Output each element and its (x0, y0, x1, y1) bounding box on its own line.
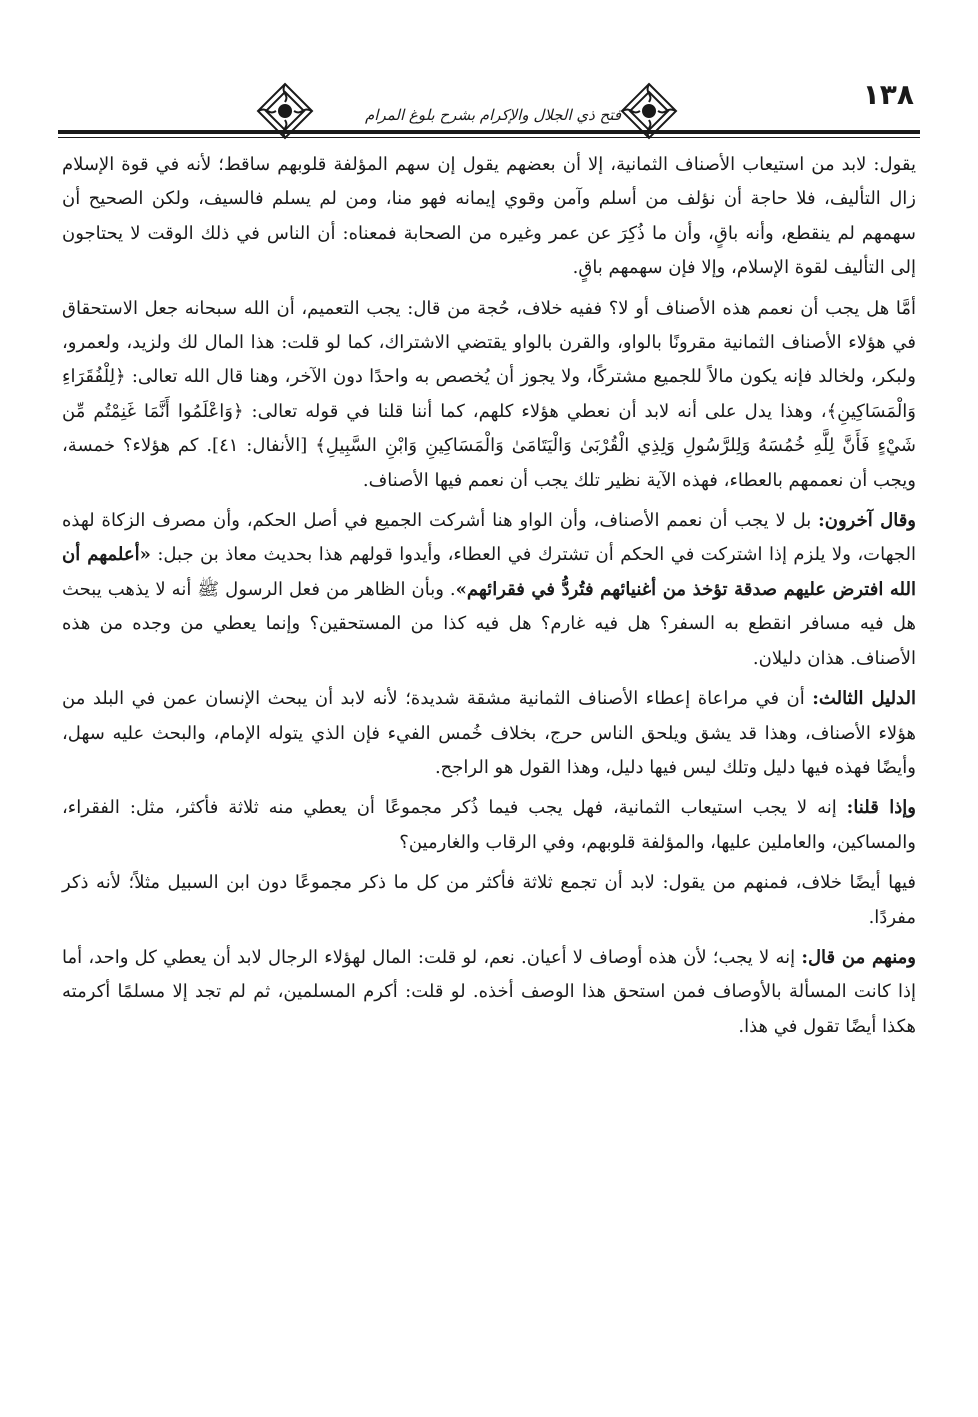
paragraph-5-text: إنه لا يجب استيعاب الثمانية، فهل يجب فيما ذُكر مجموعًا أن يعطي منه ثلاثة فأكثر، مثل: الفقراء، والمساكين، والعاملين عليها، والمؤلفة قلوبهم، وفي الرقاب والغارمين؟ (62, 797, 916, 853)
paragraph-2 (62, 292, 916, 498)
paragraph-7-text: إنه لا يجب؛ لأن هذه أوصاف لا أعيان. نعم، لو قلت: المال لهؤلاء الرجال لابد أن يعطي كل واحد، أما إذا كانت المسألة بالأوصاف فمن استحق هذا الوصف أخذه. لو قلت: أكرم المسلمين، ثم لم تجد إلا مسلمًا أكرمته هكذا أيضًا تقول في هذا. (62, 946, 916, 1037)
paragraph-7 (62, 941, 916, 1044)
running-title: فتح ذي الجلال والإكرام بشرح بلوغ المرام (364, 106, 621, 124)
paragraph-1 (62, 148, 916, 286)
page-header (58, 70, 920, 140)
paragraph-6 (62, 866, 916, 935)
paragraph-3-text-b: . وبأن الظاهر من فعل الرسول ﷺ أنه لا يذهب يبحث هل فيه مسافر انقطع به السفر؟ هل فيه غارم؟ هل فيه كذا من المستحقين؟ وإنما يعطي من وجده من هذه الأصناف. هذان دليلان. (62, 578, 916, 669)
paragraph-6-text: فيها أيضًا خلاف، فمنهم من يقول: لابد أن تجمع ثلاثة فأكثر من كل ما ذكر مجموعًا دون ابن السبيل مثلاً؛ لأنه ذكر مفردًا. (62, 872, 916, 928)
paragraph-3 (62, 504, 916, 676)
header-rule-thick (58, 130, 920, 134)
paragraph-3-text-a: بل لا يجب أن نعمم الأصناف، وأن الواو هنا أشركت الجميع في أصل الحكم، وأن مصرف الزكاة لهذه الجهات، ولا يلزم إذا اشتركت في الحكم أن تشترك في العطاء، وأيدوا قولهم هذا بحديث معاذ بن جبل: (62, 510, 916, 566)
hadith-quote: «أعلمهم أن الله افترض عليهم صدقة تؤخذ من أغنيائهم فتُردُّ في فقرائهم» (62, 544, 916, 600)
paragraph-4-text: أن في مراعاة إعطاء الأصناف الثمانية مشقة شديدة؛ لأنه لابد أن يبحث الإنسان عمن في البلد من هؤلاء الأصناف، وهذا قد يشق ويلحق الناس حرج، بخلاف خُمس الفيء فإن الذي يتوله الإمام، والبحث عليه سهل، وأيضًا فهذه فيها دليل وتلك ليس فيها دليل، وهذا القول هو الراجح. (62, 688, 916, 778)
paragraph-3-lead: وقال آخرون: (818, 510, 916, 532)
paragraph-4 (62, 682, 916, 785)
page-number: ١٣٨ (862, 78, 914, 111)
paragraph-5 (62, 791, 916, 860)
quran-verse-2: ﴿وَاعْلَمُوا أَنَّمَا غَنِمْتُم مِّن شَيْءٍ فَأَنَّ لِلَّهِ خُمُسَهُ وَلِلرَّسُولِ وَلِذِي الْقُرْبَىٰ وَالْيَتَامَىٰ وَالْمَسَاكِينِ وَابْنِ السَّبِيلِ﴾ (62, 400, 916, 457)
verse-reference: [الأنفال: ٤١] (212, 435, 308, 457)
paragraph-5-lead: وإذا قلنا: (846, 797, 916, 819)
paragraph-1-text: يقول: لابد من استيعاب الأصناف الثمانية، إلا أن بعضهم يقول إن سهم المؤلفة قلوبهم ساقط؛ لأنه في قوة الإسلام زال التأليف، فلا حاجة أن نؤلف من أسلم وآمن وقوي إيمانه فهو منا، ومن لم يسلم فالسيف، ولكن الصحيح أن سهمهم لم ينقطع، وأنه باقٍ، وأن ما ذُكِرَ عن عمر وغيره من الصحابة فمعناه: أن الناس في ذلك الوقت لا يحتاجون إلى التأليف لقوة الإسلام، وإلا فإن سهمهم باقٍ. (62, 154, 916, 279)
paragraph-2-text-b: ، وهذا يدل على أنه لابد أن نعطي هؤلاء كلهم، كما أننا قلنا في قوله تعالى: (251, 400, 827, 422)
header-rule-thin (58, 137, 920, 138)
page-body (62, 148, 916, 1050)
paragraph-7-lead: ومنهم من قال: (801, 946, 916, 968)
quran-verse-1: ﴿لِلْفُقَرَاءِ وَالْمَسَاكِينِ﴾ (62, 366, 916, 422)
paragraph-2-text-c: . كم هؤلاء؟ خمسة، ويجب أن نعممهم بالعطاء، فهذه الآية نظير تلك يجب أن نعمم فيها الأصناف. (62, 435, 916, 491)
paragraph-4-lead: الدليل الثالث: (812, 688, 916, 710)
paragraph-2-text-a: أمَّا هل يجب أن نعمم هذه الأصناف أو لا؟ ففيه خلاف، حُجة من قال: يجب التعميم، أن الله سبحانه جعل الاستحقاق في هؤلاء الأصناف الثمانية مقرونًا بالواو، والقرن بالواو يقتضي الاشتراك، كما لو قلت: هذا المال لك ولزيد، ولعمرو، ولبكر، ولخالد فإنه يكون مالاً للجميع مشتركًا، ولا يجوز أن يُخصص به واحدًا دون الآخر، وهنا قال الله تعالى: (62, 297, 916, 388)
